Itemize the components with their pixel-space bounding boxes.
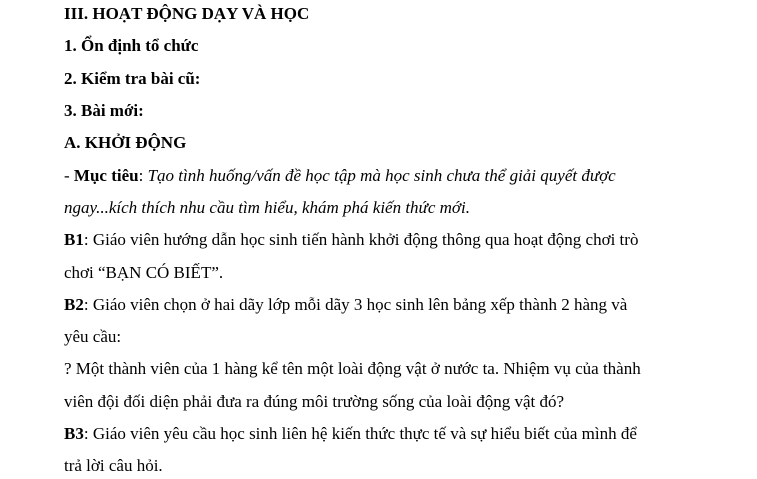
b1-line-1 [64,230,638,250]
item-1-organization: 1. Ổn định tổ chức [64,36,199,55]
section-a-heading: A. KHỞI ĐỘNG [64,133,187,152]
b3-label: B3 [64,424,84,443]
b2-text-1: : Giáo viên chọn ở hai dãy lớp mỗi dãy 3 học sinh lên bảng xếp thành 2 hàng và [83,295,628,314]
objective-text-1: Tạo tình huống/vấn đề học tập mà học sinh chưa thể giải quyết được [147,166,616,185]
b3-text-2: trả lời câu hỏi. [64,456,163,475]
objective-text-2: ngay...kích thích nhu cầu tìm hiểu, khám phá kiến thức mới. [64,198,470,217]
b2-text-2: yêu cầu: [64,327,122,346]
section-heading: III. HOẠT ĐỘNG DẠY VÀ HỌC [64,4,310,23]
b1-text-1: : Giáo viên hướng dẫn học sinh tiến hành khởi động thông qua hoạt động chơi trò [83,230,639,249]
b1-text-2: chơi “BẠN CÓ BIẾT”. [64,263,224,282]
b1-label: B1 [64,230,84,249]
b3-text-1: : Giáo viên yêu cầu học sinh liên hệ kiến thức thực tế và sự hiểu biết của mình để [83,424,637,443]
objective-prefix: - [64,166,74,185]
b2-line-1 [64,295,627,315]
item-3-new-lesson: 3. Bài mới: [64,101,144,120]
item-2-review: 2. Kiểm tra bài cũ: [64,69,201,88]
question-line-1: ? Một thành viên của 1 hàng kể tên một loài động vật ở nước ta. Nhiệm vụ của thành [64,359,641,378]
question-line-2: viên đội đối diện phải đưa ra đúng môi trường sống của loài động vật đó? [64,392,565,411]
b3-line-1 [64,424,637,444]
objective-label: Mục tiêu [73,166,139,185]
objective-line-1 [64,166,616,186]
objective-colon: : [138,166,148,185]
b2-label: B2 [64,295,84,314]
